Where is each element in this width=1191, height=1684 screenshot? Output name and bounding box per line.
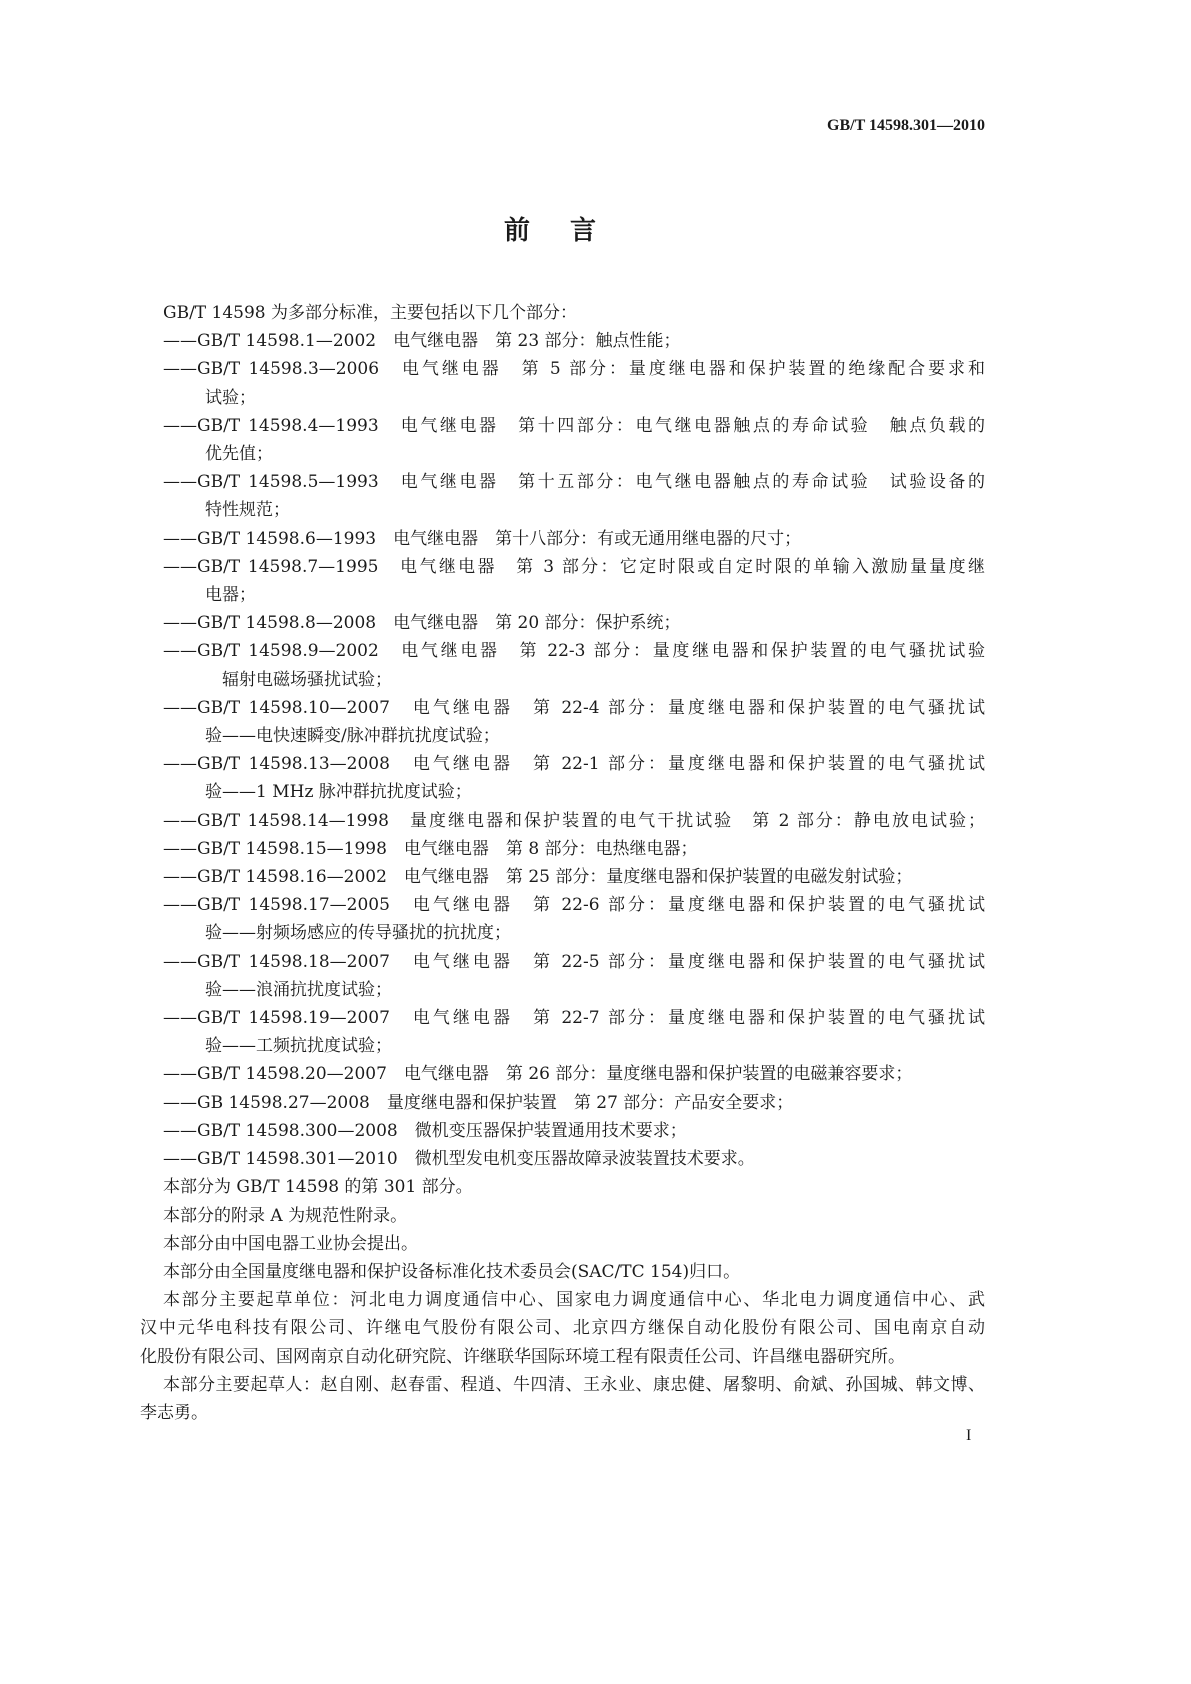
list-item: ——GB/T 14598.1—2002 电气继电器 第 23 部分：触点性能； [163,331,681,352]
list-item: ——GB/T 14598.8—2008 电气继电器 第 20 部分：保护系统； [163,613,681,634]
paragraph: 本部分由全国量度继电器和保护设备标准化技术委员会(SAC/TC 154)归口。 [163,1261,741,1282]
list-item: ——GB 14598.27—2008 量度继电器和保护装置 第 27 部分：产品安全要求； [163,1092,794,1113]
list-item: ——GB/T 14598.3—2006 电气继电器 第 5 部分：量度继电器和保护装置的绝缘配合要求和 [163,359,985,380]
page-title: 前言 [503,216,636,246]
list-item-continuation: 辐射电磁场骚扰试验； [205,669,392,690]
list-item-continuation: 优先值； [205,444,273,465]
drafting-units-paragraph: 本部分主要起草单位：河北电力调度通信中心、国家电力调度通信中心、华北电力调度通信中心、武 [163,1290,985,1311]
list-item: ——GB/T 14598.10—2007 电气继电器 第 22-4 部分：量度继电器和保护装置的电气骚扰试 [163,697,985,718]
list-item: ——GB/T 14598.4—1993 电气继电器 第十四部分：电气继电器触点的寿命试验 触点负载的 [163,415,985,436]
intro-line: GB/T 14598 为多部分标准，主要包括以下几个部分： [163,303,578,323]
paragraph: 本部分为 GB/T 14598 的第 301 部分。 [163,1177,473,1198]
list-item: ——GB/T 14598.20—2007 电气继电器 第 26 部分：量度继电器和保护装置的电磁兼容要求； [163,1064,913,1085]
page-number: I [966,1427,972,1444]
list-item: ——GB/T 14598.6—1993 电气继电器 第十八部分：有或无通用继电器的尺寸； [163,528,802,549]
list-item: ——GB/T 14598.301—2010 微机型发电机变压器故障录波装置技术要求。 [163,1149,755,1170]
list-item: ——GB/T 14598.16—2002 电气继电器 第 25 部分：量度继电器和保护装置的电磁发射试验； [163,867,913,888]
drafters-paragraph: 本部分主要起草人：赵自刚、赵春雷、程逍、牛四清、王永业、康忠健、屠黎明、俞斌、孙国城、韩文博、 [163,1374,985,1395]
list-item-continuation: 试验； [205,387,256,408]
list-item-continuation: 验——工频抗扰度试验； [205,1036,392,1057]
list-item: ——GB/T 14598.17—2005 电气继电器 第 22-6 部分：量度继电器和保护装置的电气骚扰试 [163,895,985,916]
list-item: ——GB/T 14598.300—2008 微机变压器保护装置通用技术要求； [163,1120,687,1141]
foreword-body [140,299,985,1427]
list-item-continuation: 验——浪涌抗扰度试验； [205,979,392,1000]
drafters-continuation: 李志勇。 [140,1402,208,1423]
drafting-units-continuation: 汉中元华电科技有限公司、许继电气股份有限公司、北京四方继保自动化股份有限公司、国电南京自动 [140,1318,985,1339]
list-item-continuation: 验——电快速瞬变/脉冲群抗扰度试验； [205,726,500,747]
list-item: ——GB/T 14598.7—1995 电气继电器 第 3 部分：它定时限或自定时限的单输入激励量量度继 [163,556,985,577]
list-item-continuation: 验——射频场感应的传导骚扰的抗扰度； [205,923,511,944]
paragraph: 本部分由中国电器工业协会提出。 [163,1233,418,1254]
list-item: ——GB/T 14598.14—1998 量度继电器和保护装置的电气干扰试验 第 2 部分：静电放电试验； [163,810,985,831]
list-item: ——GB/T 14598.15—1998 电气继电器 第 8 部分：电热继电器； [163,838,698,859]
list-item-continuation: 特性规范； [205,500,290,521]
list-item: ——GB/T 14598.5—1993 电气继电器 第十五部分：电气继电器触点的寿命试验 试验设备的 [163,472,985,493]
list-item: ——GB/T 14598.9—2002 电气继电器 第 22-3 部分：量度继电器和保护装置的电气骚扰试验 [163,641,985,662]
list-item-continuation: 电器； [205,585,256,606]
list-item: ——GB/T 14598.13—2008 电气继电器 第 22-1 部分：量度继电器和保护装置的电气骚扰试 [163,754,985,775]
list-item: ——GB/T 14598.19—2007 电气继电器 第 22-7 部分：量度继电器和保护装置的电气骚扰试 [163,1008,985,1029]
paragraph: 本部分的附录 A 为规范性附录。 [163,1205,408,1226]
standard-number-header: GB/T 14598.301—2010 [827,117,985,134]
list-item: ——GB/T 14598.18—2007 电气继电器 第 22-5 部分：量度继电器和保护装置的电气骚扰试 [163,951,985,972]
drafting-units-continuation: 化股份有限公司、国网南京自动化研究院、许继联华国际环境工程有限责任公司、许昌继电器研究所。 [140,1346,905,1367]
list-item-continuation: 验——1 MHz 脉冲群抗扰度试验； [205,782,472,803]
